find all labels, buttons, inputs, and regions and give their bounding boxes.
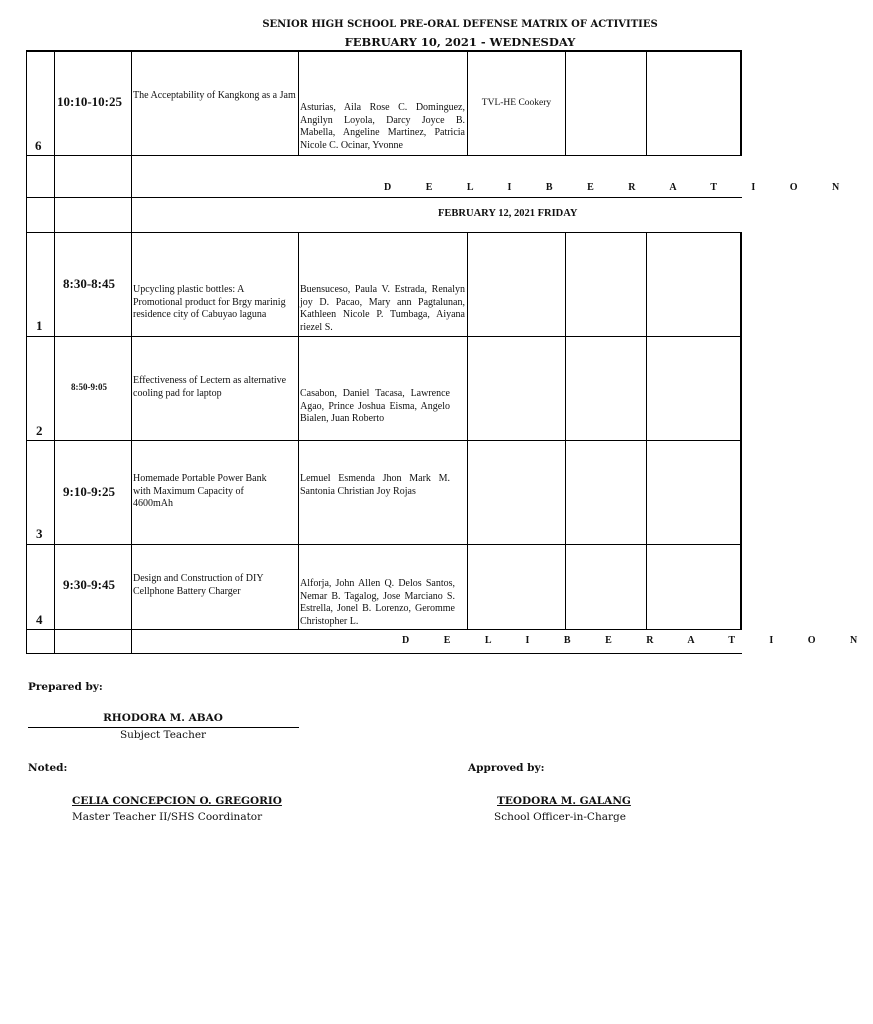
group-members: Asturias, Aila Rose C. Dominguez, Angilyn Loyola, Darcy Joyce B. Mabella, Angeline Martinez, Patricia Nicole C. Ocinar, Yvonne <box>300 102 465 151</box>
time-slot: 10:10-10:25 <box>57 94 122 109</box>
approved-name: TEODORA M. GALANG <box>497 795 631 807</box>
prepared-by-label: Prepared by: <box>28 681 103 693</box>
approved-label: Approved by: <box>468 762 545 774</box>
row-number: 1 <box>36 318 43 333</box>
noted-name: CELIA CONCEPCION O. GREGORIO <box>72 795 282 807</box>
research-title: Design and Construction of DIY Cellphone Battery Charger <box>133 573 264 597</box>
deliberation-label: D E L I B E R A T I O N <box>384 182 856 193</box>
row-number: 6 <box>35 138 42 153</box>
row-number: 2 <box>36 423 43 438</box>
prepared-by-name: RHODORA M. ABAO <box>103 712 223 724</box>
second-date-line: FEBRUARY 12, 2021 FRIDAY <box>438 208 578 219</box>
time-slot: 8:50-9:05 <box>71 382 107 392</box>
group-members: Buensuceso, Paula V. Estrada, Renalyn joy D. Pacao, Mary ann Pagtalunan, Kathleen Nicole P. Tumbaga, Aiyana riezel S. <box>300 284 465 333</box>
approved-title: School Officer-in-Charge <box>494 811 626 823</box>
deliberation-label: D E L I B E R A T I O N <box>402 635 873 646</box>
research-title: Upcycling plastic bottles: A Promotional product for Brgy marinig residence city of Cabuyao laguna <box>133 284 286 320</box>
noted-label: Noted: <box>28 762 68 774</box>
research-title: Effectiveness of Lectern as alternative cooling pad for laptop <box>133 375 287 399</box>
noted-title: Master Teacher II/SHS Coordinator <box>72 811 263 823</box>
group-members: Casabon, Daniel Tacasa, Lawrence Agao, Prince Joshua Eisma, Angelo Bialen, Juan Roberto <box>300 388 450 424</box>
document-title: SENIOR HIGH SCHOOL PRE-ORAL DEFENSE MATRIX OF ACTIVITIES <box>262 19 658 30</box>
time-slot: 8:30-8:45 <box>63 276 115 291</box>
date-line: FEBRUARY 10, 2021 - WEDNESDAY <box>344 35 576 49</box>
strand-label: TVL-HE Cookery <box>481 98 552 108</box>
research-title: Homemade Portable Power Bank with Maximum Capacity of 4600mAh <box>133 473 267 509</box>
research-title: The Acceptability of Kangkong as a Jam <box>133 90 296 101</box>
row-number: 4 <box>36 612 43 627</box>
group-members: Lemuel Esmenda Jhon Mark M. Santonia Christian Joy Rojas <box>300 473 450 497</box>
time-slot: 9:10-9:25 <box>63 484 115 499</box>
row-number: 3 <box>36 526 43 541</box>
prepared-by-title: Subject Teacher <box>119 729 207 741</box>
group-members: Alforja, John Allen Q. Delos Santos, Nemar B. Tagalog, Jose Marciano S. Estrella, Jonel B. Lorenzo, Geromme Christopher L. <box>300 578 455 627</box>
time-slot: 9:30-9:45 <box>63 577 115 592</box>
